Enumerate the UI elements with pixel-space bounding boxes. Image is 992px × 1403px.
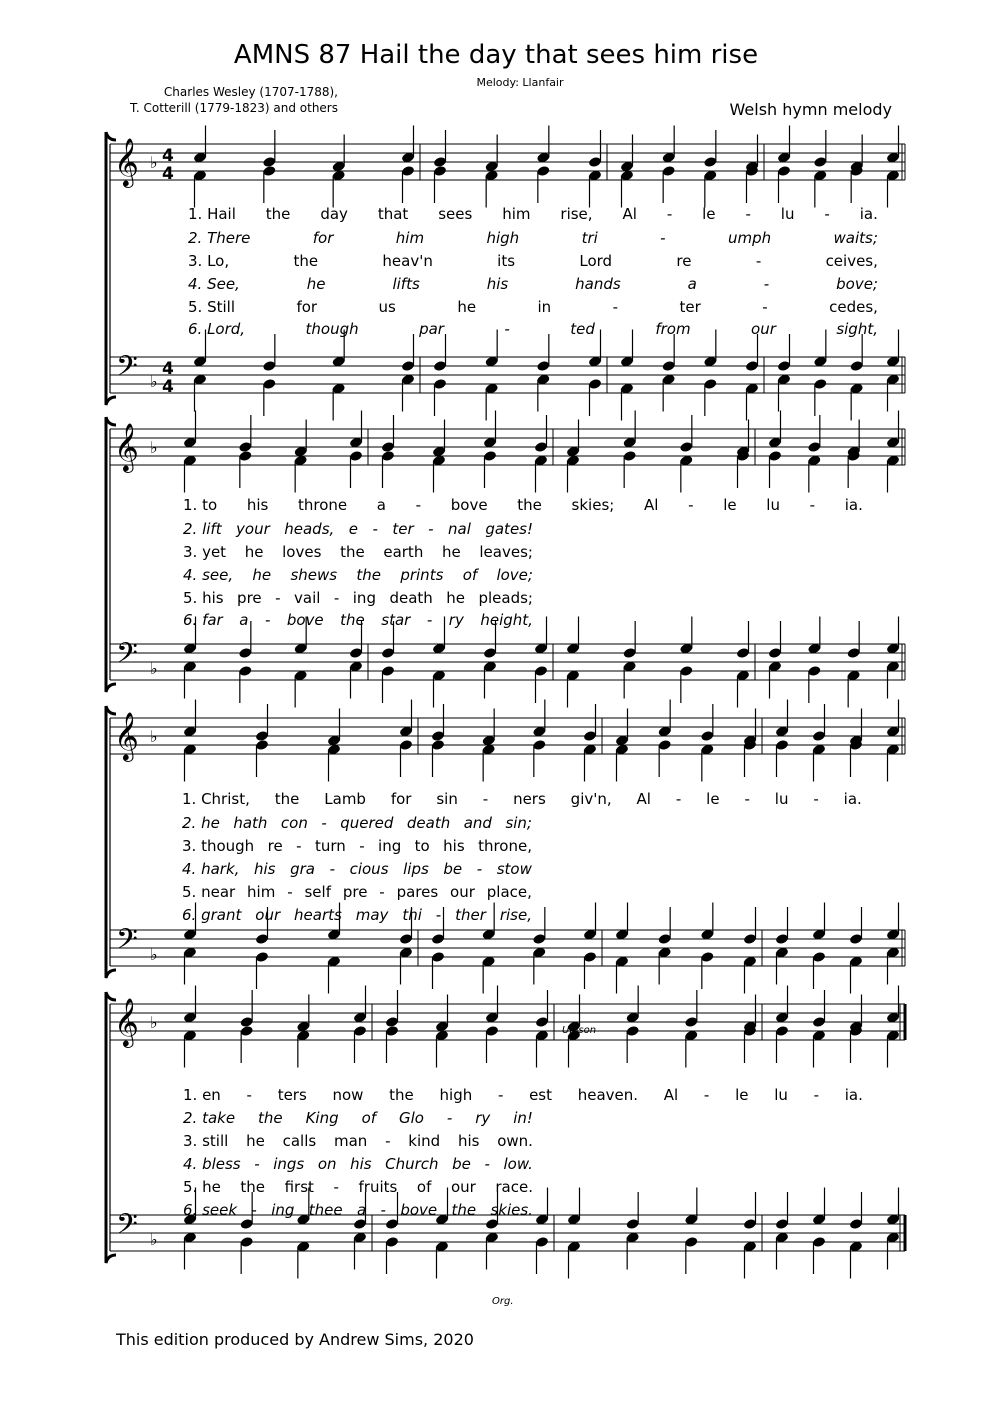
lyric-syllable: bove <box>400 1201 438 1219</box>
lyric-syllable: re <box>267 837 283 855</box>
verse-line <box>183 496 863 514</box>
lyric-syllable: the <box>389 1086 414 1104</box>
lyric-syllable: his <box>350 1155 372 1173</box>
lyric-syllable: hearts <box>294 906 342 924</box>
lyric-syllable: hands <box>575 275 621 293</box>
lyric-syllable: our <box>751 320 776 338</box>
lyric-syllable: Al <box>636 790 651 808</box>
lyric-syllable: earth <box>383 543 424 561</box>
lyric-syllable: from <box>655 320 691 338</box>
lyric-syllable: thee <box>308 1201 343 1219</box>
lyric-syllable: of <box>416 1178 432 1196</box>
verse-line <box>183 1155 533 1173</box>
lyric-syllable: ry <box>448 611 464 629</box>
lyric-syllable: 1. to <box>183 496 218 514</box>
author-line-1: Charles Wesley (1707-1788), <box>163 85 338 99</box>
verse-line <box>183 543 533 561</box>
lyric-syllable: pares <box>396 883 439 901</box>
lyric-syllable: - <box>660 229 666 247</box>
time-signature: 4 <box>162 359 174 379</box>
lyric-syllable: the <box>265 205 291 223</box>
lyric-syllable: con <box>280 814 308 832</box>
lyric-syllable: our <box>450 1178 476 1196</box>
lyric-syllable: throne <box>297 496 348 514</box>
lyric-syllable: par <box>419 320 444 338</box>
lyric-syllable: - <box>385 1132 391 1150</box>
lyric-syllable: - <box>824 205 830 223</box>
lyric-syllable: - <box>476 860 483 878</box>
lyric-syllable: his <box>254 860 276 878</box>
lyric-syllable: the <box>340 611 365 629</box>
lyric-syllable: the <box>451 1201 477 1219</box>
lyric-syllable: sin; <box>505 814 532 832</box>
lyric-syllable: - <box>688 496 694 514</box>
lyric-syllable: 4. see, <box>183 566 234 584</box>
lyric-syllable: ceives, <box>825 252 878 270</box>
lyric-syllable: - <box>415 496 422 514</box>
lyric-syllable: in <box>537 298 552 316</box>
lyric-syllable: 6. seek <box>183 1201 238 1219</box>
lyric-syllable: he <box>446 589 465 607</box>
lyric-syllable: day <box>320 205 348 223</box>
lyric-syllable: prints <box>400 566 444 584</box>
lyric-syllable: ing <box>271 1201 295 1219</box>
lyric-syllable: heav'n <box>382 252 433 270</box>
lyric-syllable: ia. <box>844 1086 863 1104</box>
lyric-syllable: ings <box>273 1155 305 1173</box>
lyric-syllable: on <box>317 1155 337 1173</box>
lyric-syllable: - <box>762 298 768 316</box>
lyric-syllable: Lamb <box>324 790 366 808</box>
lyric-syllable: hath <box>233 814 268 832</box>
lyric-syllable: a <box>239 611 249 629</box>
lyric-syllable: his <box>486 275 509 293</box>
lyric-syllable: - <box>254 1155 260 1173</box>
lyric-syllable: him <box>247 883 276 901</box>
treble-clef-icon: 𝄞 <box>114 997 139 1046</box>
lyric-syllable: lifts <box>392 275 420 293</box>
verse-line <box>188 229 878 247</box>
lyric-syllable: pleads; <box>478 589 533 607</box>
verse-line <box>188 252 878 270</box>
lyric-syllable: now <box>332 1086 364 1104</box>
lyric-syllable: place, <box>486 883 532 901</box>
lyric-syllable: le <box>706 790 720 808</box>
lyric-syllable: - <box>251 1201 257 1219</box>
lyric-syllable: ia. <box>843 790 862 808</box>
lyric-syllable: - <box>333 589 340 607</box>
lyric-syllable: be <box>452 1155 471 1173</box>
lyric-syllable: the <box>517 496 542 514</box>
lyric-syllable: ters <box>277 1086 307 1104</box>
lyric-syllable: shews <box>290 566 338 584</box>
lyric-syllable: Al <box>663 1086 679 1104</box>
treble-clef-icon: 𝄞 <box>114 422 139 471</box>
lyric-syllable: gra <box>290 860 315 878</box>
verse-line <box>182 906 532 924</box>
lyric-syllable: he <box>441 543 461 561</box>
lyric-syllable: giv'n, <box>570 790 612 808</box>
lyric-syllable: sin <box>436 790 458 808</box>
verse-line <box>182 883 532 901</box>
lyric-syllable: 1. en <box>183 1086 221 1104</box>
composer: Welsh hymn melody <box>729 100 892 119</box>
lyric-syllable: his <box>443 837 465 855</box>
lyric-syllable: lips <box>403 860 429 878</box>
lyric-syllable: his <box>246 496 269 514</box>
verse-line <box>182 837 532 855</box>
lyric-syllable: loves <box>282 543 322 561</box>
lyric-syllable: its <box>497 252 516 270</box>
lyric-syllable: lu <box>780 205 795 223</box>
lyric-syllable: thi <box>402 906 422 924</box>
lyric-syllable: rise, <box>499 906 532 924</box>
lyric-syllable: throne, <box>478 837 532 855</box>
hymn-title: AMNS 87 Hail the day that sees him rise <box>233 40 759 70</box>
lyric-syllable: turn <box>314 837 346 855</box>
lyric-syllable: 4. hark, <box>182 860 240 878</box>
time-signature: 4 <box>162 377 174 397</box>
lyric-syllable: - <box>666 205 673 223</box>
lyric-syllable: and <box>463 814 492 832</box>
verse-line <box>183 1178 533 1196</box>
lyric-syllable: love; <box>496 566 533 584</box>
lyric-syllable: - <box>275 589 281 607</box>
lyric-syllable: he <box>457 298 477 316</box>
lyric-syllable: 4. See, <box>188 275 240 293</box>
lyric-syllable: 2. lift <box>183 520 222 538</box>
flat-sign-icon: ♭ <box>150 1013 158 1032</box>
lyric-syllable: the <box>356 566 382 584</box>
lyric-syllable: he <box>306 275 326 293</box>
lyric-syllable: 5. he <box>183 1178 221 1196</box>
bass-clef-icon: 𝄢 <box>116 1208 138 1248</box>
lyric-syllable: skies; <box>571 496 615 514</box>
lyric-syllable: first <box>284 1178 314 1196</box>
lyric-syllable: leaves; <box>479 543 533 561</box>
lyric-syllable: - <box>482 790 489 808</box>
lyric-syllable: Glo <box>398 1109 424 1127</box>
lyric-syllable: - <box>321 814 327 832</box>
lyric-syllable: King <box>305 1109 339 1127</box>
lyric-syllable: - <box>809 496 816 514</box>
lyric-syllable: 3. Lo, <box>188 252 230 270</box>
lyric-syllable: rise, <box>560 205 593 223</box>
lyric-syllable: - <box>287 883 293 901</box>
lyric-syllable: - <box>612 298 619 316</box>
bass-clef-icon: 𝄢 <box>116 637 138 677</box>
lyric-syllable: kind <box>408 1132 441 1150</box>
lyric-syllable: calls <box>282 1132 317 1150</box>
verse-line <box>183 1201 533 1219</box>
verse-line <box>183 1132 533 1150</box>
lyric-syllable: - <box>497 1086 504 1104</box>
lyric-syllable: quered <box>340 814 394 832</box>
lyric-syllable: 4. bless <box>183 1155 241 1173</box>
verse-line <box>183 611 533 629</box>
lyric-syllable: lu <box>774 790 789 808</box>
lyric-syllable: - <box>372 520 378 538</box>
lyric-syllable: own. <box>497 1132 533 1150</box>
flat-sign-icon: ♭ <box>150 372 158 391</box>
lyric-syllable: Lord <box>579 252 613 270</box>
lyric-syllable: may <box>355 906 389 924</box>
lyric-syllable: ia. <box>859 205 878 223</box>
verse-line <box>183 1109 533 1127</box>
lyric-syllable: be <box>443 860 463 878</box>
verse-line <box>182 814 532 832</box>
lyric-syllable: - <box>380 1201 386 1219</box>
flat-sign-icon: ♭ <box>150 727 158 746</box>
verse-line <box>183 589 533 607</box>
lyric-syllable: - <box>359 837 365 855</box>
lyric-syllable: that <box>377 205 409 223</box>
author-line-2: T. Cotterill (1779-1823) and others <box>130 101 338 115</box>
lyric-syllable: ners <box>513 790 546 808</box>
lyric-syllable: race. <box>495 1178 533 1196</box>
lyric-syllable: re <box>676 252 692 270</box>
bass-clef-icon: 𝄢 <box>116 923 138 963</box>
flat-sign-icon: ♭ <box>150 1230 158 1249</box>
lyric-syllable: though <box>305 320 359 338</box>
lyric-syllable: vail <box>294 589 321 607</box>
lyric-syllable: your <box>236 520 270 538</box>
treble-clef-icon: 𝄞 <box>114 711 139 760</box>
lyric-syllable: us <box>378 298 396 316</box>
treble-clef-icon: 𝄞 <box>114 137 139 186</box>
lyric-syllable: - <box>428 520 434 538</box>
lyric-syllable: lu <box>766 496 780 514</box>
lyric-syllable: ry <box>475 1109 491 1127</box>
time-signature: 4 <box>162 146 174 166</box>
lyric-syllable: heads, <box>284 520 335 538</box>
lyric-syllable: him <box>502 205 531 223</box>
lyric-syllable: fruits <box>358 1178 398 1196</box>
lyric-syllable: Church <box>385 1155 439 1173</box>
verse-line <box>183 1086 863 1104</box>
lyric-syllable: est <box>529 1086 553 1104</box>
lyric-syllable: for <box>312 229 334 247</box>
verse-line <box>188 205 878 223</box>
lyric-syllable: cious <box>349 860 389 878</box>
lyric-syllable: e <box>348 520 358 538</box>
lyric-syllable: - <box>333 1178 339 1196</box>
lyric-syllable: - <box>755 252 762 270</box>
lyric-syllable: - <box>379 883 385 901</box>
lyric-syllable: pre <box>342 883 368 901</box>
lyric-syllable: self <box>304 883 331 901</box>
lyric-syllable: 3. still <box>183 1132 229 1150</box>
lyric-syllable: pre <box>237 589 262 607</box>
lyric-syllable: his <box>457 1132 480 1150</box>
lyric-syllable: 6. grant <box>182 906 242 924</box>
lyric-syllable: - <box>484 1155 490 1173</box>
lyric-syllable: 2. There <box>188 229 251 247</box>
organ-label: Org. <box>492 1296 514 1307</box>
lyric-syllable: sight, <box>836 320 878 338</box>
flat-sign-icon: ♭ <box>150 945 158 964</box>
lyric-syllable: - <box>329 860 335 878</box>
lyric-syllable: 2. take <box>183 1109 236 1127</box>
lyric-syllable: a <box>376 496 386 514</box>
verse-line <box>183 520 533 538</box>
lyric-syllable: our <box>255 906 281 924</box>
lyric-syllable: le <box>723 496 737 514</box>
lyric-syllable: lu <box>774 1086 788 1104</box>
verse-line <box>188 320 878 338</box>
lyric-syllable: to <box>414 837 430 855</box>
lyric-syllable: waits; <box>833 229 878 247</box>
lyric-syllable: Al <box>622 205 637 223</box>
lyric-syllable: 3. though <box>182 837 255 855</box>
lyric-syllable: the <box>240 1178 266 1196</box>
lyric-syllable: - <box>296 837 302 855</box>
lyric-syllable: a <box>687 275 697 293</box>
time-signature: 4 <box>162 164 174 184</box>
lyric-syllable: the <box>274 790 300 808</box>
lyric-syllable: the <box>340 543 365 561</box>
lyric-syllable: - <box>744 790 750 808</box>
lyric-syllable: bove; <box>836 275 878 293</box>
lyric-syllable: of <box>361 1109 377 1127</box>
lyric-syllable: ia. <box>844 496 863 514</box>
lyric-syllable: high <box>439 1086 473 1104</box>
unison-label: Unison <box>562 1025 597 1036</box>
flat-sign-icon: ♭ <box>150 438 158 457</box>
edition-credit: This edition produced by Andrew Sims, 2020 <box>116 1330 474 1349</box>
lyric-syllable: our <box>450 883 475 901</box>
lyric-syllable: the <box>293 252 319 270</box>
lyric-syllable: high <box>486 229 520 247</box>
flat-sign-icon: ♭ <box>150 659 158 678</box>
verse-line <box>182 860 532 878</box>
lyric-syllable: him <box>395 229 425 247</box>
verse-line <box>183 566 533 584</box>
lyric-syllable: man <box>333 1132 368 1150</box>
lyric-syllable: heaven. <box>577 1086 639 1104</box>
lyric-syllable: tri <box>581 229 598 247</box>
lyric-syllable: in! <box>513 1109 533 1127</box>
lyric-syllable: of <box>462 566 478 584</box>
lyric-syllable: 1. Christ, <box>182 790 250 808</box>
lyric-syllable: le <box>735 1086 749 1104</box>
bass-clef-icon: 𝄢 <box>116 350 138 390</box>
lyric-syllable: skies. <box>490 1201 533 1219</box>
lyric-syllable: - <box>813 1086 820 1104</box>
flat-sign-icon: ♭ <box>150 153 158 172</box>
lyric-syllable: - <box>703 1086 710 1104</box>
verse-line <box>188 298 878 316</box>
lyric-syllable: 3. yet <box>183 543 227 561</box>
lyric-syllable: 1. Hail <box>188 205 236 223</box>
lyric-syllable: low. <box>503 1155 533 1173</box>
lyric-syllable: 6. far <box>183 611 223 629</box>
lyric-syllable: he <box>252 566 272 584</box>
lyric-syllable: for <box>296 298 318 316</box>
lyric-syllable: - <box>426 611 433 629</box>
lyric-syllable: ing <box>378 837 402 855</box>
lyric-syllable: 5. near <box>182 883 236 901</box>
lyric-syllable: - <box>435 906 442 924</box>
lyric-syllable: bove <box>450 496 488 514</box>
lyric-syllable: 5. his <box>183 589 224 607</box>
lyric-syllable: ter <box>679 298 701 316</box>
lyric-syllable: le <box>702 205 716 223</box>
lyric-syllable: he <box>244 543 264 561</box>
lyric-syllable: ted <box>570 320 595 338</box>
melody-name: Melody: Llanfair <box>476 76 564 89</box>
lyric-syllable: - <box>813 790 819 808</box>
lyric-syllable: 2. he <box>182 814 220 832</box>
lyric-syllable: sees <box>438 205 473 223</box>
lyric-syllable: 5. Still <box>188 298 235 316</box>
lyric-syllable: ter <box>392 520 414 538</box>
lyric-syllable: gates! <box>485 520 533 538</box>
lyric-syllable: Al <box>644 496 659 514</box>
lyric-syllable: height, <box>480 611 533 629</box>
lyric-syllable: stow <box>496 860 532 878</box>
lyric-syllable: death <box>389 589 433 607</box>
lyric-syllable: the <box>258 1109 283 1127</box>
lyric-syllable: ther <box>455 906 486 924</box>
lyric-syllable: bove <box>286 611 324 629</box>
lyric-syllable: ing <box>352 589 376 607</box>
lyric-syllable: - <box>675 790 682 808</box>
lyric-syllable: - <box>446 1109 453 1127</box>
verse-line <box>188 275 878 293</box>
lyric-syllable: nal <box>448 520 471 538</box>
verse-line <box>182 790 862 808</box>
lyric-syllable: star <box>381 611 411 629</box>
lyric-syllable: he <box>246 1132 265 1150</box>
lyric-syllable: - <box>763 275 770 293</box>
lyric-syllable: - <box>745 205 751 223</box>
lyric-syllable: death <box>406 814 451 832</box>
lyric-syllable: cedes, <box>829 298 878 316</box>
lyric-syllable: umph <box>727 229 772 247</box>
lyric-syllable: - <box>246 1086 252 1104</box>
lyric-syllable: - <box>504 320 510 338</box>
lyric-syllable: for <box>390 790 412 808</box>
lyric-syllable: - <box>264 611 271 629</box>
lyric-syllable: 6. Lord, <box>188 320 246 338</box>
lyric-syllable: a <box>356 1201 367 1219</box>
